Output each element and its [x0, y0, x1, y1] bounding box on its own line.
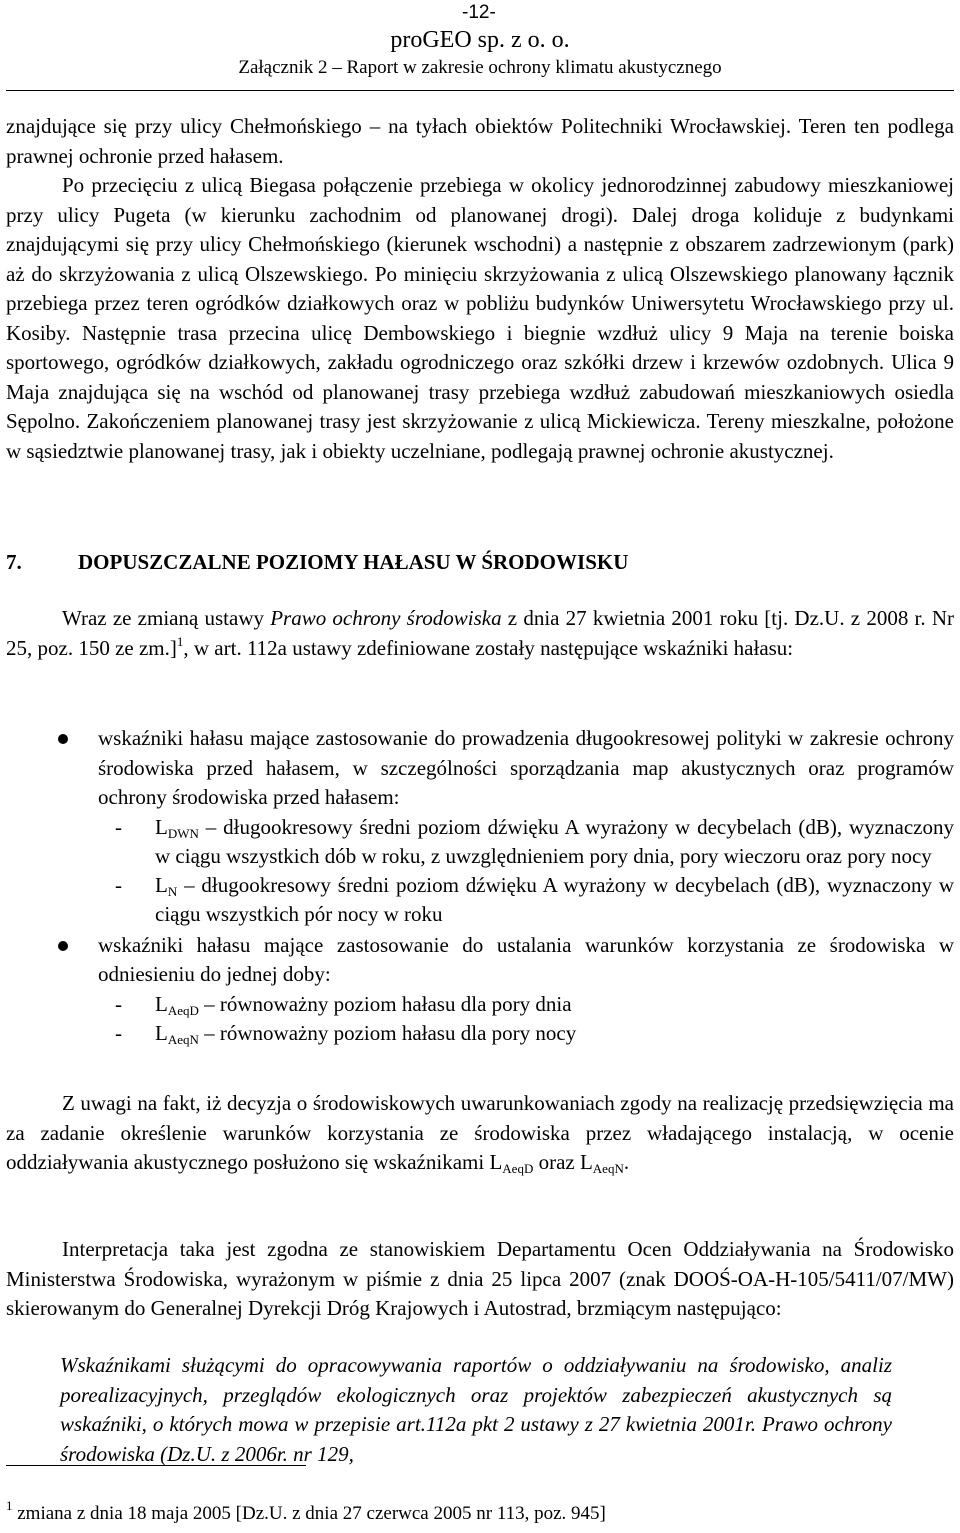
- symbol: L: [155, 814, 168, 839]
- paragraph-route-description: Po przecięciu z ulicą Biegasa połączenie przebiega w okolicy jednorodzinnej zabudowy mieszkaniowej przy ulicy Pugeta (w kierunku zachodnim od planowanej drogi). Dalej droga koliduje z budynkami znajdującymi się przy ulicy Chełmońskiego (kierunek wschodni) a następnie z obszarem zadrzewionym (park) aż do skrzyżowania z ulicą Olszewskiego. Po minięciu skrzyżowania z ulicą Olszewskiego planowany łącznik przebiega przez teren ogródków działkowych oraz w pobliżu budynków Uniwersytetu Wrocławskiego przy ul. Kosiby. Następnie trasa przecina ulicę Dembowskiego i biegnie wzdłuż ulicy 9 Maja na terenie boiska sportowego, ogródków działkowych, zakładu ogrodniczego oraz szkółki drzew i krzewów ozdobnych. Ulica 9 Maja znajdująca się na wschód od planowanej trasy przebiega wzdłuż zabudowań mieszkaniowych osiedla Sępolno. Zakończeniem planowanej trasy jest skrzyżowanie z ulicą Mickiewicza. Tereny mieszkalne, położone w sąsiedztwie planowanej trasy, jak i obiekty uczelniane, podlegają prawnej ochronie akustycznej.: [6, 173, 954, 463]
- conclusion-text: Z uwagi na fakt, iż decyzja o środowiskowych uwarunkowaniach zgody na realizację przedsięwzięcia ma za zadanie określenie warunków korzystania ze środowiska przez władającego instalacją, w ocenie oddziaływania akustycznego posłużono się wskaźnikami: [6, 1091, 954, 1174]
- sub-item-text: – długookresowy średni poziom dźwięku A wyrażony w decybelach (dB), wyznaczony w ciągu wszystkich pór nocy w roku: [155, 872, 954, 926]
- list-item: [6, 724, 954, 929]
- footnote-divider: [6, 1465, 306, 1466]
- bullet-icon: [58, 941, 68, 951]
- sub-list-item: [98, 990, 954, 1019]
- symbol: L: [155, 872, 168, 897]
- symbol-subscript: AeqN: [592, 1161, 624, 1176]
- law-title: Prawo ochrony środowiska: [270, 606, 502, 630]
- section-heading: [6, 548, 628, 577]
- header-divider: [6, 90, 954, 91]
- sub-list-item: [98, 1019, 954, 1048]
- sub-list-item: [98, 871, 954, 929]
- paragraph-intro: [6, 604, 954, 663]
- section-number: 7.: [6, 550, 22, 574]
- footnote-ref: 1: [176, 633, 184, 649]
- sub-list-item: [98, 813, 954, 871]
- footnote-mark: 1: [6, 1498, 13, 1513]
- list-item: [6, 931, 954, 1048]
- symbol-subscript: DWN: [167, 825, 199, 841]
- intro-text: Wraz ze zmianą ustawy: [62, 606, 271, 630]
- dash-mark: -: [115, 991, 122, 1016]
- symbol-subscript: AeqD: [167, 1002, 199, 1018]
- symbol: L: [155, 991, 168, 1016]
- sub-item-text: – długookresowy średni poziom dźwięku A wyrażony w decybelach (dB), wyznaczony w ciągu wszystkich dób w roku, z uwzględnieniem pory dnia, pory wieczoru oraz pory nocy: [155, 814, 954, 868]
- conjunction: oraz: [533, 1150, 580, 1174]
- indicator-list: [6, 724, 954, 1048]
- paragraph-conclusion: [6, 1089, 954, 1178]
- symbol: L: [155, 1020, 168, 1045]
- intro-text-end: , w art. 112a ustawy zdefiniowane zostały następujące wskaźniki hałasu:: [183, 635, 794, 660]
- quoted-statement: Wskaźnikami służącymi do opracowywania raportów o oddziaływaniu na środowisko, analiz porealizacyjnych, przeglądów ekologicznych oraz projektów zabezpieczeń akustycznych są wskaźniki, o których mowa w przepisie art.112a pkt 2 ustawy z 27 kwietnia 2001r. Prawo ochrony środowiska (Dz.U. z 2006r. nr 129,: [60, 1353, 892, 1466]
- bullet-text: wskaźniki hałasu mające zastosowanie do ustalania warunków korzystania ze środowiska w odniesieniu do jednej doby:: [98, 932, 954, 986]
- page-number: -12-: [462, 2, 496, 23]
- company-name: proGEO sp. z o. o.: [390, 27, 570, 53]
- symbol-subscript: AeqD: [502, 1161, 534, 1176]
- sub-item-text: – równoważny poziom hałasu dla pory nocy: [204, 1020, 577, 1045]
- footnote: [6, 1498, 606, 1526]
- sub-item-text: – równoważny poziom hałasu dla pory dnia: [204, 991, 572, 1016]
- intro-text-mid: z dnia 27 kwietnia 2001 roku [tj. Dz.U. z 2008 r. Nr 25, poz. 150 ze zm.]: [6, 606, 954, 660]
- symbol: L: [579, 1150, 593, 1174]
- symbol-subscript: AeqN: [167, 1031, 199, 1047]
- bullet-text: wskaźniki hałasu mające zastosowanie do prowadzenia długookresowej polityki w zakresie ochrony środowiska przed hałasem, w szczególności sporządzania map akustycznych oraz programów ochrony środowiska przed hałasem:: [98, 726, 954, 809]
- paragraph-interpretation: Interpretacja taka jest zgodna ze stanowiskiem Departamentu Ocen Oddziaływania na Środowisko Ministerstwa Środowiska, wyrażonym w piśmie z dnia 25 lipca 2007 (znak DOOŚ-OA-H-105/5411/07/MW) skierowanym do Generalnej Dyrekcji Dróg Krajowych i Autostrad, brzmiącym następująco:: [6, 1237, 954, 1320]
- symbol-subscript: N: [167, 883, 178, 899]
- section-title: DOPUSZCZALNE POZIOMY HAŁASU W ŚRODOWISKU: [78, 550, 629, 574]
- paragraph-continuation: znajdujące się przy ulicy Chełmońskiego – na tyłach obiektów Politechniki Wrocławskiej. Teren ten podlega prawnej ochronie przed hałasem.: [6, 114, 954, 168]
- annex-title: Załącznik 2 – Raport w zakresie ochrony klimatu akustycznego: [238, 57, 722, 78]
- symbol: L: [489, 1150, 503, 1174]
- dash-mark: -: [115, 1020, 122, 1045]
- period: .: [623, 1150, 630, 1174]
- dash-mark: -: [115, 872, 122, 897]
- bullet-icon: [58, 734, 68, 744]
- footnote-text: zmiana z dnia 18 maja 2005 [Dz.U. z dnia 27 czerwca 2005 nr 113, poz. 945]: [12, 1503, 606, 1524]
- dash-mark: -: [115, 814, 122, 839]
